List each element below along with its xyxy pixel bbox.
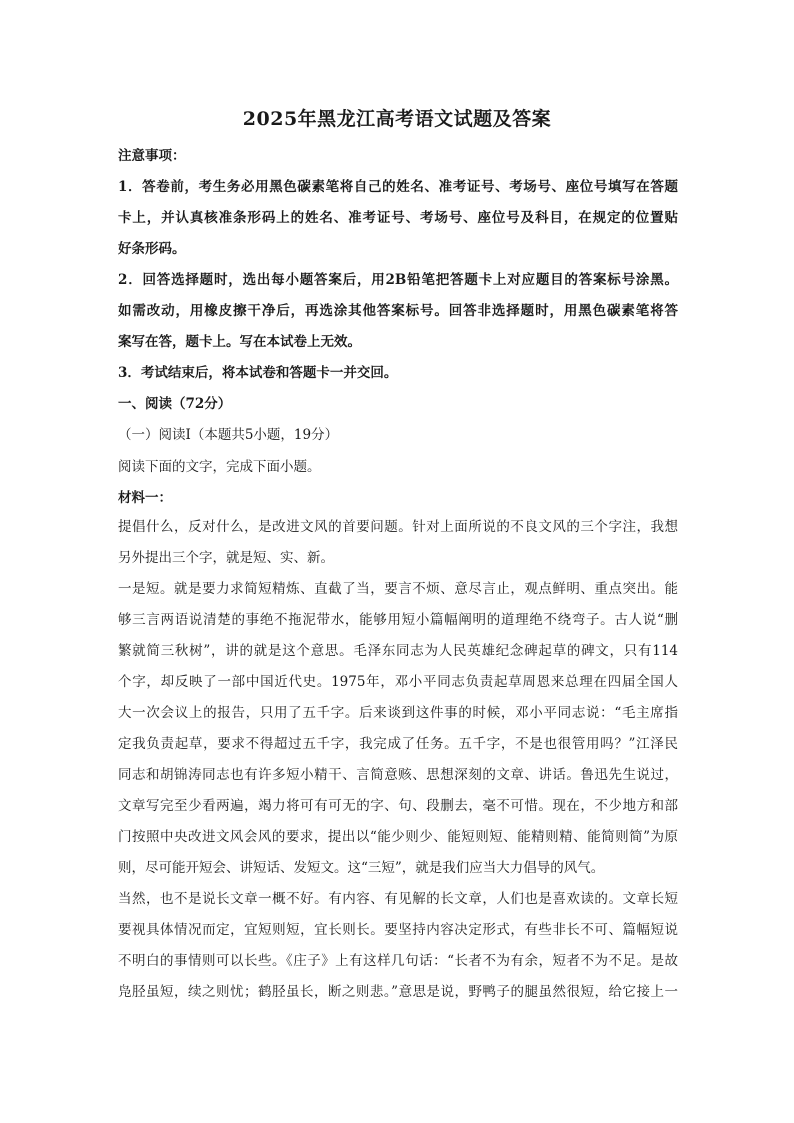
paragraph-2-line-8: 文章写完至少看两遍，竭力将可有可无的字、句、段删去，毫不可惜。现在，不少地方和部	[118, 798, 678, 814]
paragraph-2-line-2: 够三言两语说清楚的事绝不拖泥带水，能够用短小篇幅阐明的道理绝不绕弯子。古人说“删	[118, 612, 678, 628]
notice-1-line-2: 卡上，并认真核准条形码上的姓名、准考证号、考场号、座位号及科目，在规定的位置贴	[118, 210, 678, 226]
paragraph-3-line-1: 当然，也不是说长文章一概不好。有内容、有见解的长文章，人们也是喜欢读的。文章长短	[118, 891, 678, 907]
paragraph-2-line-7: 同志和胡锦涛同志也有许多短小精干、言简意赅、思想深刻的文章、讲话。鲁迅先生说过，	[118, 767, 678, 783]
notice-2-line-2: 如需改动，用橡皮擦干净后，再选涂其他答案标号。回答非选择题时，用黑色碳素笔将答	[118, 303, 678, 319]
notice-1-line-3: 好条形码。	[118, 241, 186, 257]
paragraph-2-line-10: 则，尽可能开短会、讲短话、发短文。这“三短”，就是我们应当大力倡导的风气。	[118, 860, 605, 876]
paragraph-3-line-3: 不明白的事情则可以长些。《庄子》上有这样几句话：“长者不为有余，短者不为不足。是故	[118, 953, 678, 969]
notice-3: 3．考试结束后，将本试卷和答题卡一并交回。	[118, 365, 398, 381]
notice-heading: 注意事项：	[118, 148, 186, 164]
paragraph-3-line-4: 凫胫虽短，续之则忧；鹤胫虽长，断之则悲。”意思是说，野鸭子的腿虽然很短，给它接上一	[118, 984, 678, 1000]
page-title: 2025年黑龙江高考语文试题及答案	[242, 108, 552, 130]
paragraph-1-line-1: 提倡什么，反对什么，是改进文风的首要问题。针对上面所说的不良文风的三个字注，我想	[118, 519, 678, 535]
section-heading: 一、阅读（72分）	[118, 396, 232, 412]
paragraph-1-line-2: 另外提出三个字，就是短、实、新。	[118, 550, 334, 566]
paragraph-2-line-1: 一是短。就是要力求简短精炼、直截了当，要言不烦、意尽言止，观点鲜明、重点突出。能	[118, 581, 678, 597]
paragraph-2-line-3: 繁就简三秋树”，讲的就是这个意思。毛泽东同志为人民英雄纪念碑起草的碑文，只有114	[118, 643, 678, 659]
notice-2-line-1: 2．回答选择题时，选出每小题答案后，用2B铅笔把答题卡上对应题目的答案标号涂黑。	[118, 272, 678, 288]
instruction-text: 阅读下面的文字，完成下面小题。	[118, 459, 321, 475]
paragraph-2-line-6: 定我负责起草，要求不得超过五千字，我完成了任务。五千字，不是也很管用吗？”江泽民	[118, 736, 678, 752]
paragraph-2-line-9: 门按照中央改进文风会风的要求，提出以“能少则少、能短则短、能精则精、能简则简”为原	[118, 829, 678, 845]
paragraph-2-line-4: 个字，却反映了一部中国近代史。1975年，邓小平同志负责起草周恩来总理在四届全国人	[118, 674, 678, 690]
paragraph-3-line-2: 要视具体情况而定，宜短则短，宜长则长。要坚持内容决定形式，有些非长不可、篇幅短说	[118, 922, 678, 938]
subsection-heading: （一）阅读Ⅰ（本题共5小题，19分）	[118, 427, 339, 443]
notice-1-line-1: 1．答卷前，考生务必用黑色碳素笔将自己的姓名、准考证号、考场号、座位号填写在答题	[118, 179, 678, 195]
paragraph-2-line-5: 大一次会议上的报告，只用了五千字。后来谈到这件事的时候，邓小平同志说：“毛主席指	[118, 705, 678, 721]
notice-2-line-3: 案写在答，题卡上。写在本试卷上无效。	[118, 334, 361, 350]
material-label: 材料一：	[118, 490, 172, 506]
